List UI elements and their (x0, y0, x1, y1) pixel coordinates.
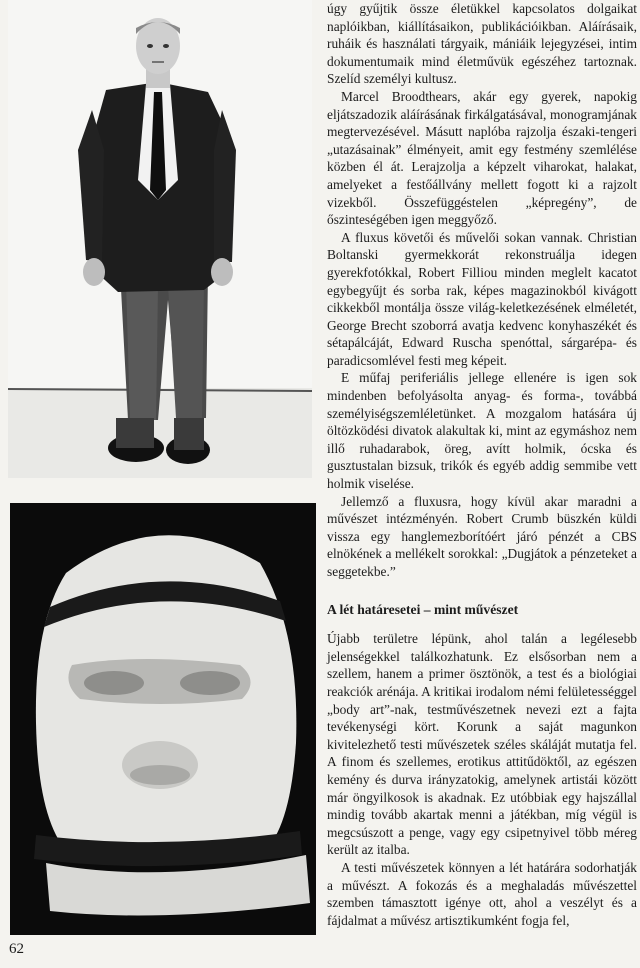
paragraph-6: Újabb területre lépünk, ahol talán a legélesebb jelenségekkel találkozhatunk. Ez elsősorban nem a szellem, hanem a primer ösztönök, a test és a biológiai reakciók arénája. A kritikai irodalom némi felületességgel „body art”-nak, testművészetnek nevezi ezt a fajta tevékenységi kört. Korunk a saját magunkon kivitelezhető testi művészetek széles skáláját mutatja fel. A finom és szellemes, erotikus attitűdöktől, az egészen kemény és durva irányzatokig, amelynek artistái között már öngyilkosok is akadnak. Ez utóbbiak egy hajszállal mindig tovább akartak menni a játékban, míg végül is megcsúszott a penge, vagy egy csipetnyivel több méreg került az italba. (327, 631, 637, 858)
standing-man-illustration (8, 0, 312, 478)
paragraph-3: A fluxus követői és művelői sokan vannak. Christian Boltanski gyermekkorát rekonstruálja idegen gyerekfotókkal, Robert Filliou minden meglelt kacatot egybegyűjt és sorba rak, képes magazinokból kivágott cikkekből montálja össze világ-keletkezésének elméletét, George Brecht szoborrá avatja kedvenc konyhaszékét és sétapálcáját, Edward Ruscha spenóttal, sárgarépa- és paradicsomlével festi meg képeit. (327, 229, 637, 368)
paragraph-4: E műfaj periferiális jellege ellenére is igen sok mindenben befolyásolta anyag- és forma-, továbbá személyiségszemléletünket. A mozgalom hatására új öltözködési divatok alakultak ki, mint az egymáshoz nem illő ruhadarabok, öreg, avítt holmik, ócska és gusztustalan bizsuk, trikók és egyéb addig semmibe vett holmik viselése. (327, 370, 637, 492)
paragraph-7: A testi művészetek könnyen a lét határára sodorhatják a művészt. A fokozás és a meghaladás művészettel szemben támasztott igénye ott, ahol a veszélyt és a fájdalmat a művész artisztikumként fogja fel, (327, 859, 637, 928)
section-heading: A lét határesetei – mint művészet (327, 601, 519, 617)
page-number: 62 (9, 941, 24, 957)
knitted-mask-photo (10, 503, 316, 935)
paragraph-5: Jellemző a fluxusra, hogy kívül akar maradni a művészet intézményén. Robert Crumb büszkén küldi vissza egy hanglemezborítóért járó pénzét a CBS elnökének a mellékelt sorokkal: „Dugjátok a pénzeteket a seggetekbe.” (327, 493, 637, 579)
article-column (327, 0, 637, 929)
knitted-mask-illustration (10, 503, 316, 935)
paragraph-2: Marcel Broodthears, akár egy gyerek, napokig eljátszadozik aláírásának firkálgatásával, monogramjának megtervezésével. Másutt naplóba rajzolja északi-tengeri „utazásainak” élményeit, amit egy festmény szemlélése közben él át. Lerajzolja a képzelt viharokat, halakat, amelyeket a festőállvány mellett fogott ki a rajzolt vizekből. Összefüggéstelen „képregény”, de őszinteségében igen meggyőző. (327, 88, 637, 228)
standing-man-photo (8, 0, 312, 478)
paragraph-1: úgy gyűjtik össze életükkel kapcsolatos dolgaikat naplóikban, kiállításaikon, publikációikban. Aláírásaik, ruháik és használati tárgyaik, mániáik lejegyzései, intim dokumentumaik mind életművük egészéhez tartoznak. Szelíd személyi kultusz. (327, 1, 637, 87)
